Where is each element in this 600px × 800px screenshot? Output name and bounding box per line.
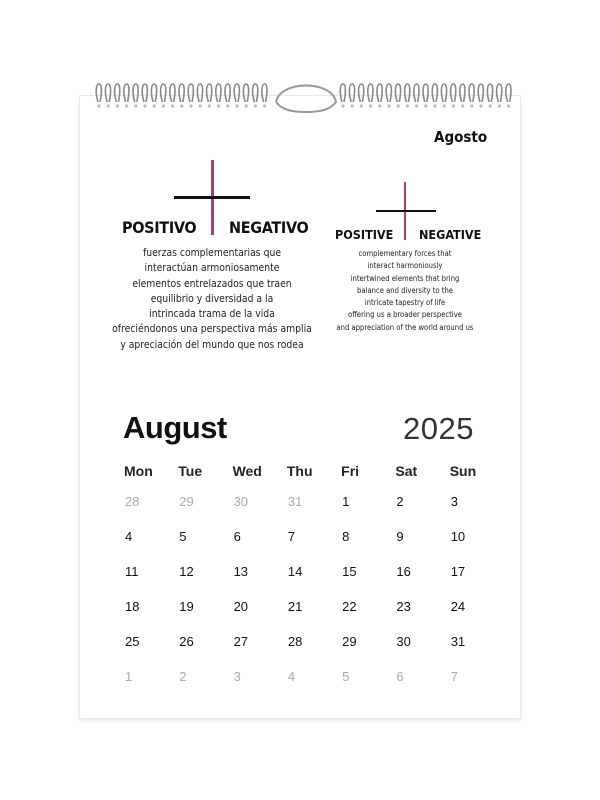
day-cell: 17 bbox=[450, 564, 466, 579]
weekday-header: Sun bbox=[449, 463, 477, 479]
day-cell: 10 bbox=[450, 529, 466, 544]
spanish-line: fuerzas complementarias que bbox=[142, 247, 282, 259]
spiral-ring bbox=[405, 84, 410, 108]
spiral-ring bbox=[340, 84, 345, 108]
day-cell: 3 bbox=[450, 494, 458, 509]
spiral-binding bbox=[80, 80, 520, 116]
month-title: August bbox=[123, 410, 227, 445]
spiral-ring bbox=[151, 84, 156, 108]
day-cell: 15 bbox=[342, 564, 357, 579]
day-cell-adjacent-month: 2 bbox=[179, 669, 187, 684]
corner-month-label: Agosto bbox=[434, 128, 488, 146]
spiral-ring bbox=[368, 84, 373, 108]
english-description bbox=[320, 248, 490, 334]
day-cell: 22 bbox=[342, 599, 357, 614]
spiral-ring bbox=[253, 84, 258, 108]
day-cell: 24 bbox=[450, 599, 466, 614]
spiral-ring bbox=[349, 84, 354, 108]
year-title: 2025 bbox=[403, 411, 474, 446]
day-cell: 16 bbox=[396, 564, 411, 579]
spiral-ring bbox=[414, 84, 419, 108]
weekday-header: Sat bbox=[395, 463, 418, 479]
day-cell: 27 bbox=[233, 634, 249, 649]
spiral-ring bbox=[188, 84, 193, 108]
spiral-ring bbox=[469, 84, 474, 108]
calendar-grid bbox=[116, 461, 496, 701]
english-line: intertwined elements that bring bbox=[350, 273, 460, 283]
spiral-ring bbox=[142, 84, 147, 108]
spiral-ring bbox=[377, 84, 382, 108]
spiral-ring bbox=[170, 84, 175, 108]
spiral-ring bbox=[359, 84, 364, 108]
day-cell-adjacent-month: 6 bbox=[396, 669, 404, 684]
spanish-line: y apreciación del mundo que nos rodea bbox=[120, 338, 304, 351]
weekday-header: Thu bbox=[286, 463, 313, 479]
day-cell: 31 bbox=[450, 634, 466, 649]
spiral-ring bbox=[243, 84, 248, 108]
spiral-ring bbox=[161, 84, 166, 108]
spiral-ring bbox=[225, 84, 230, 108]
day-cell: 5 bbox=[179, 529, 187, 544]
spanish-line: elementos entrelazados que traen bbox=[132, 277, 292, 290]
english-cross-horizontal bbox=[376, 210, 436, 212]
day-cell: 14 bbox=[287, 564, 303, 579]
spiral-ring bbox=[197, 84, 202, 108]
day-cell: 1 bbox=[342, 494, 350, 509]
day-cell: 23 bbox=[396, 599, 411, 614]
day-cell: 8 bbox=[342, 529, 350, 544]
spiral-ring bbox=[179, 84, 184, 108]
day-cell-adjacent-month: 31 bbox=[287, 494, 303, 509]
spiral-ring bbox=[133, 84, 138, 108]
day-cell-adjacent-month: 5 bbox=[342, 669, 350, 684]
day-cell: 18 bbox=[125, 599, 140, 614]
day-cell: 26 bbox=[179, 634, 194, 649]
spanish-left-word: POSITIVO bbox=[122, 218, 197, 237]
day-cell-adjacent-month: 28 bbox=[125, 494, 140, 509]
day-cell: 13 bbox=[233, 564, 249, 579]
day-cell: 4 bbox=[125, 529, 133, 544]
spiral-ring bbox=[216, 84, 221, 108]
spiral-ring bbox=[423, 84, 428, 108]
english-line: balance and diversity to the bbox=[357, 285, 453, 295]
spanish-line: intrincada trama de la vida bbox=[149, 308, 275, 321]
spanish-line: equilibrio y diversidad a la bbox=[150, 292, 274, 305]
day-cell-adjacent-month: 1 bbox=[125, 669, 133, 684]
spiral-ring bbox=[478, 84, 483, 108]
day-cell: 7 bbox=[287, 529, 296, 544]
spiral-ring bbox=[386, 84, 391, 108]
spiral-ring bbox=[96, 84, 101, 108]
english-line: interact harmoniously bbox=[367, 261, 443, 271]
spanish-right-word: NEGATIVO bbox=[229, 218, 309, 237]
day-cell-adjacent-month: 7 bbox=[450, 669, 458, 684]
weekday-header: Fri bbox=[341, 463, 360, 479]
spanish-line: ofreciéndonos una perspectiva más amplia bbox=[112, 323, 312, 336]
spiral-ring bbox=[262, 84, 267, 108]
day-cell: 28 bbox=[287, 634, 303, 649]
spanish-line: interactúan armoniosamente bbox=[144, 262, 280, 275]
day-cell-adjacent-month: 4 bbox=[287, 669, 296, 684]
weekday-header: Wed bbox=[232, 463, 262, 479]
day-cell: 12 bbox=[179, 564, 194, 579]
day-cell-adjacent-month: 30 bbox=[233, 494, 249, 509]
day-cell: 25 bbox=[125, 634, 140, 649]
spiral-ring bbox=[497, 84, 502, 108]
spiral-ring bbox=[441, 84, 446, 108]
day-cell: 21 bbox=[287, 599, 303, 614]
day-cell: 29 bbox=[342, 634, 357, 649]
spiral-ring bbox=[115, 84, 120, 108]
day-cell: 19 bbox=[179, 599, 194, 614]
english-left-word: POSITIVE bbox=[335, 227, 394, 242]
spiral-ring bbox=[451, 84, 456, 108]
day-cell: 30 bbox=[396, 634, 411, 649]
day-cell: 6 bbox=[233, 529, 241, 544]
spiral-ring bbox=[506, 84, 511, 108]
english-line: intricate tapestry of life bbox=[364, 298, 446, 308]
spiral-ring bbox=[234, 84, 239, 108]
english-line: complementary forces that bbox=[358, 249, 452, 258]
day-cell: 11 bbox=[125, 564, 139, 579]
weekday-header: Mon bbox=[124, 463, 153, 479]
spiral-ring bbox=[105, 84, 110, 108]
day-cell-adjacent-month: 29 bbox=[179, 494, 194, 509]
spanish-cross-horizontal bbox=[174, 196, 250, 199]
spiral-ring bbox=[487, 84, 492, 108]
spiral-ring bbox=[432, 84, 437, 108]
spiral-ring bbox=[124, 84, 129, 108]
spiral-ring bbox=[207, 84, 212, 108]
spiral-ring bbox=[395, 84, 400, 108]
day-cell: 9 bbox=[396, 529, 404, 544]
day-cell: 2 bbox=[396, 494, 404, 509]
spiral-ring bbox=[460, 84, 465, 108]
hanger-hook bbox=[276, 86, 336, 113]
day-cell: 20 bbox=[233, 599, 249, 614]
day-cell-adjacent-month: 3 bbox=[233, 669, 241, 684]
weekday-header: Tue bbox=[178, 463, 203, 479]
spanish-description bbox=[100, 246, 324, 353]
english-right-word: NEGATIVE bbox=[419, 227, 482, 242]
english-line: and appreciation of the world around us bbox=[336, 322, 474, 332]
english-line: offering us a broader perspective bbox=[348, 310, 462, 320]
